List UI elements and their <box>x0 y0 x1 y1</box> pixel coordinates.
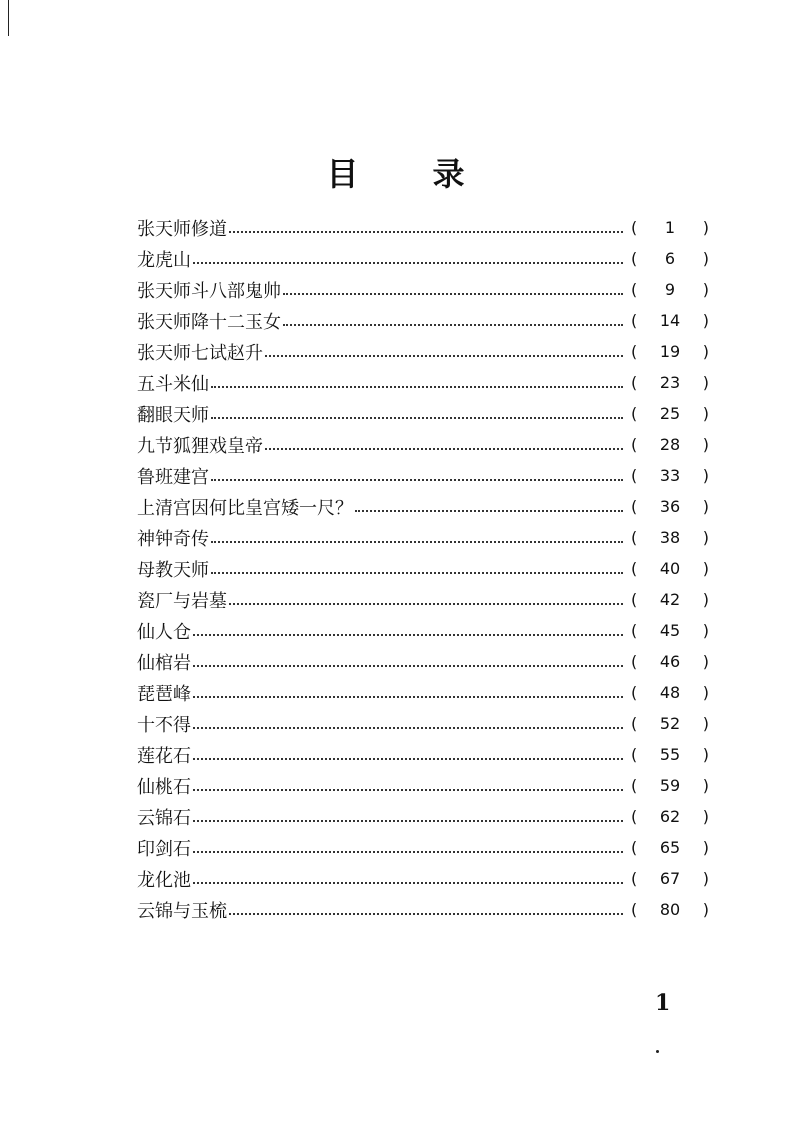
page-number-value: 25 <box>659 404 681 423</box>
page-number-value: 14 <box>659 311 681 330</box>
toc-leader-dots <box>193 882 623 884</box>
page-title <box>0 149 793 195</box>
toc-entry-title: 龙化池 <box>137 869 191 891</box>
toc-entry-title: 上清宫因何比皇宫矮一尺？ <box>137 497 353 519</box>
toc-entry <box>137 522 709 553</box>
toc-leader-dots <box>355 510 623 512</box>
toc-entry <box>137 770 709 801</box>
toc-entry-page <box>627 590 709 609</box>
close-bracket: ) <box>702 559 709 578</box>
close-bracket: ) <box>702 249 709 268</box>
print-speck <box>656 1050 659 1053</box>
open-bracket: ( <box>631 466 638 485</box>
close-bracket: ) <box>702 311 709 330</box>
toc-entry-title: 云锦石 <box>137 807 191 829</box>
title-char-2: 录 <box>432 155 467 194</box>
toc-entry-page <box>627 745 709 764</box>
open-bracket: ( <box>631 249 638 268</box>
open-bracket: ( <box>631 683 638 702</box>
close-bracket: ) <box>702 497 709 516</box>
toc-entry <box>137 367 709 398</box>
toc-leader-dots <box>211 386 623 388</box>
page-number-value: 55 <box>659 745 681 764</box>
close-bracket: ) <box>702 404 709 423</box>
toc-entry <box>137 677 709 708</box>
toc-leader-dots <box>193 262 623 264</box>
toc-entry <box>137 801 709 832</box>
toc-entry-page <box>627 280 709 299</box>
toc-entry-page <box>627 869 709 888</box>
page-number-value: 23 <box>659 373 681 392</box>
close-bracket: ) <box>702 652 709 671</box>
open-bracket: ( <box>631 497 638 516</box>
close-bracket: ) <box>702 280 709 299</box>
toc-entry-page <box>627 497 709 516</box>
page-number-value: 67 <box>659 869 681 888</box>
toc-entry-page <box>627 621 709 640</box>
page-number-value: 19 <box>659 342 681 361</box>
page-number-value: 38 <box>659 528 681 547</box>
toc-entry-title: 九节狐狸戏皇帝 <box>137 435 263 457</box>
toc-leader-dots <box>193 789 623 791</box>
toc-leader-dots <box>283 324 623 326</box>
page-number-value: 1 <box>664 218 676 237</box>
page-number-value: 62 <box>659 807 681 826</box>
toc-leader-dots <box>193 851 623 853</box>
toc-entry <box>137 460 709 491</box>
open-bracket: ( <box>631 838 638 857</box>
toc-leader-dots <box>193 696 623 698</box>
toc-entry <box>137 894 709 925</box>
table-of-contents <box>137 212 709 925</box>
page-number-value: 46 <box>659 652 681 671</box>
open-bracket: ( <box>631 373 638 392</box>
toc-leader-dots <box>211 479 623 481</box>
close-bracket: ) <box>702 342 709 361</box>
open-bracket: ( <box>631 714 638 733</box>
toc-entry-title: 瓷厂与岩墓 <box>137 590 227 612</box>
close-bracket: ) <box>702 838 709 857</box>
toc-entry-title: 神钟奇传 <box>137 528 209 550</box>
toc-entry <box>137 708 709 739</box>
toc-leader-dots <box>229 603 623 605</box>
toc-leader-dots <box>211 541 623 543</box>
toc-entry <box>137 584 709 615</box>
page-number-value: 6 <box>664 249 676 268</box>
toc-entry-title: 莲花石 <box>137 745 191 767</box>
open-bracket: ( <box>631 404 638 423</box>
toc-entry-title: 龙虎山 <box>137 249 191 271</box>
close-bracket: ) <box>702 373 709 392</box>
page-number-value: 52 <box>659 714 681 733</box>
toc-entry-title: 云锦与玉梳 <box>137 900 227 922</box>
toc-entry-page <box>627 900 709 919</box>
close-bracket: ) <box>702 745 709 764</box>
toc-leader-dots <box>211 572 623 574</box>
close-bracket: ) <box>702 683 709 702</box>
close-bracket: ) <box>702 807 709 826</box>
page-number-value: 80 <box>659 900 681 919</box>
toc-entry-title: 张天师斗八部鬼帅 <box>137 280 281 302</box>
close-bracket: ) <box>702 590 709 609</box>
open-bracket: ( <box>631 900 638 919</box>
open-bracket: ( <box>631 776 638 795</box>
toc-entry <box>137 863 709 894</box>
open-bracket: ( <box>631 280 638 299</box>
close-bracket: ) <box>702 714 709 733</box>
page-number-value: 9 <box>664 280 676 299</box>
open-bracket: ( <box>631 621 638 640</box>
toc-leader-dots <box>193 665 623 667</box>
open-bracket: ( <box>631 528 638 547</box>
toc-entry-title: 张天师降十二玉女 <box>137 311 281 333</box>
title-char-1: 目 <box>326 155 361 194</box>
close-bracket: ) <box>702 466 709 485</box>
toc-entry-page <box>627 559 709 578</box>
open-bracket: ( <box>631 218 638 237</box>
toc-entry <box>137 646 709 677</box>
toc-entry-title: 鲁班建宫 <box>137 466 209 488</box>
page-number-value: 28 <box>659 435 681 454</box>
toc-entry-title: 仙人仓 <box>137 621 191 643</box>
toc-entry-title: 仙桃石 <box>137 776 191 798</box>
toc-entry-title: 翻眼天师 <box>137 404 209 426</box>
page-number-value: 59 <box>659 776 681 795</box>
toc-entry <box>137 243 709 274</box>
toc-entry-page <box>627 373 709 392</box>
toc-leader-dots <box>229 231 623 233</box>
toc-entry-title: 五斗米仙 <box>137 373 209 395</box>
toc-entry-title: 琵琶峰 <box>137 683 191 705</box>
toc-entry-title: 仙棺岩 <box>137 652 191 674</box>
page-number-value: 65 <box>659 838 681 857</box>
toc-entry <box>137 212 709 243</box>
close-bracket: ) <box>702 528 709 547</box>
close-bracket: ) <box>702 776 709 795</box>
toc-entry-page <box>627 652 709 671</box>
page-number-value: 33 <box>659 466 681 485</box>
page-number-value: 48 <box>659 683 681 702</box>
toc-entry <box>137 274 709 305</box>
open-bracket: ( <box>631 807 638 826</box>
toc-leader-dots <box>229 913 623 915</box>
toc-entry <box>137 336 709 367</box>
toc-entry-title: 张天师修道 <box>137 218 227 240</box>
toc-entry <box>137 491 709 522</box>
toc-leader-dots <box>193 727 623 729</box>
open-bracket: ( <box>631 435 638 454</box>
toc-entry-page <box>627 404 709 423</box>
toc-entry-page <box>627 311 709 330</box>
toc-entry-page <box>627 714 709 733</box>
toc-entry-page <box>627 838 709 857</box>
open-bracket: ( <box>631 342 638 361</box>
page-edge-line <box>8 0 9 36</box>
toc-entry-page <box>627 528 709 547</box>
close-bracket: ) <box>702 869 709 888</box>
toc-entry-page <box>627 342 709 361</box>
page-number: 1 <box>655 990 671 1016</box>
toc-entry-page <box>627 683 709 702</box>
toc-entry-page <box>627 435 709 454</box>
toc-leader-dots <box>193 634 623 636</box>
toc-entry-page <box>627 466 709 485</box>
toc-entry <box>137 739 709 770</box>
page-number-value: 40 <box>659 559 681 578</box>
toc-entry-title: 张天师七试赵升 <box>137 342 263 364</box>
open-bracket: ( <box>631 745 638 764</box>
open-bracket: ( <box>631 559 638 578</box>
close-bracket: ) <box>702 900 709 919</box>
open-bracket: ( <box>631 311 638 330</box>
toc-entry-title: 十不得 <box>137 714 191 736</box>
close-bracket: ) <box>702 218 709 237</box>
open-bracket: ( <box>631 869 638 888</box>
page-number-value: 36 <box>659 497 681 516</box>
page-number-value: 42 <box>659 590 681 609</box>
toc-entry <box>137 615 709 646</box>
open-bracket: ( <box>631 652 638 671</box>
toc-entry-page <box>627 218 709 237</box>
toc-entry-title: 印剑石 <box>137 838 191 860</box>
toc-entry <box>137 832 709 863</box>
toc-entry <box>137 429 709 460</box>
toc-entry <box>137 398 709 429</box>
close-bracket: ) <box>702 621 709 640</box>
toc-entry <box>137 305 709 336</box>
toc-leader-dots <box>211 417 623 419</box>
toc-entry-title: 母教天师 <box>137 559 209 581</box>
open-bracket: ( <box>631 590 638 609</box>
toc-entry-page <box>627 807 709 826</box>
close-bracket: ) <box>702 435 709 454</box>
toc-entry-page <box>627 776 709 795</box>
toc-entry-page <box>627 249 709 268</box>
toc-leader-dots <box>193 820 623 822</box>
toc-leader-dots <box>265 355 623 357</box>
toc-leader-dots <box>283 293 623 295</box>
toc-entry <box>137 553 709 584</box>
toc-leader-dots <box>193 758 623 760</box>
toc-leader-dots <box>265 448 623 450</box>
page-number-value: 45 <box>659 621 681 640</box>
